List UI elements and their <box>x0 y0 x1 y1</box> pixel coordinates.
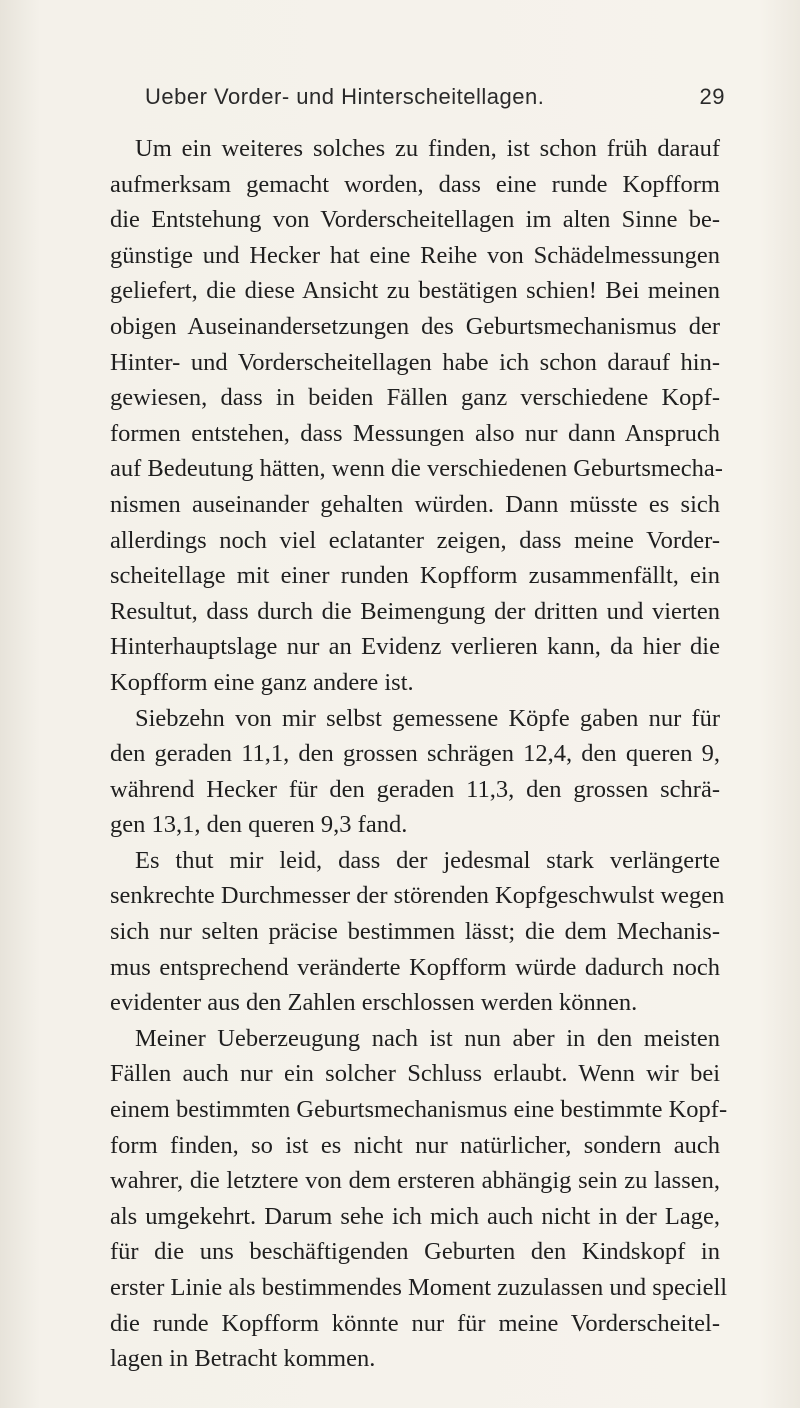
text-line: evidenter aus den Zahlen erschlossen werden können. <box>110 989 638 1017</box>
text-line: Hinterhauptslage nur an Evidenz verlieren kann, da hier die <box>110 633 720 661</box>
running-title: Ueber Vorder- und Hinterscheitellagen. <box>145 84 545 109</box>
text-line: Es thut mir leid, dass der jedesmal stark verlängerte <box>135 846 720 874</box>
text-line: aufmerksam gemacht worden, dass eine runde Kopfform <box>110 170 720 198</box>
text-line: Resultut, dass durch die Beimengung der dritten und vierten <box>110 597 720 625</box>
text-line: auf Bedeutung hätten, wenn die verschiedenen Geburtsmecha- <box>110 455 723 483</box>
text-line: die Entstehung von Vorderscheitellagen im alten Sinne be- <box>110 206 720 234</box>
text-line: lagen in Betracht kommen. <box>110 1345 376 1373</box>
text-line: Hinter- und Vorderscheitellagen habe ich schon darauf hin- <box>110 348 720 376</box>
text-line: geliefert, die diese Ansicht zu bestätigen schien! Bei meinen <box>110 277 720 305</box>
text-line: Kopfform eine ganz andere ist. <box>110 668 414 696</box>
text-line: die runde Kopfform könnte nur für meine Vorderscheitel- <box>110 1309 720 1337</box>
text-line: formen entstehen, dass Messungen also nur dann Anspruch <box>110 419 720 447</box>
text-line: nismen auseinander gehalten würden. Dann müsste es sich <box>110 490 720 518</box>
text-line: allerdings noch viel eclatanter zeigen, dass meine Vorder- <box>110 526 720 554</box>
text-line: Um ein weiteres solches zu finden, ist schon früh darauf <box>135 135 720 162</box>
text-line: für die uns beschäftigenden Geburten den Kindskopf in <box>110 1238 720 1266</box>
text-line: als umgekehrt. Darum sehe ich mich auch nicht in der Lage, <box>110 1202 720 1230</box>
page-number: 29 <box>699 84 725 109</box>
text-line: gen 13,1, den queren 9,3 fand. <box>110 811 408 839</box>
body-text <box>110 131 728 1377</box>
text-line: während Hecker für den geraden 11,3, den grossen schrä- <box>110 775 720 803</box>
text-line: obigen Auseinandersetzungen des Geburtsmechanismus der <box>110 312 720 340</box>
text-line: form finden, so ist es nicht nur natürlicher, sondern auch <box>110 1131 720 1159</box>
text-line: Meiner Ueberzeugung nach ist nun aber in den meisten <box>135 1024 720 1052</box>
text-line: günstige und Hecker hat eine Reihe von Schädelmessungen <box>110 241 720 269</box>
text-line: erster Linie als bestimmendes Moment zuzulassen und speciell <box>110 1274 728 1301</box>
text-line: Fällen auch nur ein solcher Schluss erlaubt. Wenn wir bei <box>110 1060 720 1088</box>
text-line: senkrechte Durchmesser der störenden Kopfgeschwulst wegen <box>110 882 725 910</box>
text-line: sich nur selten präcise bestimmen lässt; die dem Mechanis- <box>110 918 720 946</box>
text-line: Siebzehn von mir selbst gemessene Köpfe gaben nur für <box>135 704 720 732</box>
text-line: wahrer, die letztere von dem ersteren abhängig sein zu lassen, <box>110 1167 720 1195</box>
text-line: gewiesen, dass in beiden Fällen ganz verschiedene Kopf- <box>110 384 720 412</box>
text-line: einem bestimmten Geburtsmechanismus eine bestimmte Kopf- <box>110 1096 728 1124</box>
text-line: scheitellage mit einer runden Kopfform zusammenfällt, ein <box>110 562 720 590</box>
text-line: den geraden 11,1, den grossen schrägen 12,4, den queren 9, <box>110 740 720 768</box>
text-line: mus entsprechend veränderte Kopfform würde dadurch noch <box>110 953 720 981</box>
